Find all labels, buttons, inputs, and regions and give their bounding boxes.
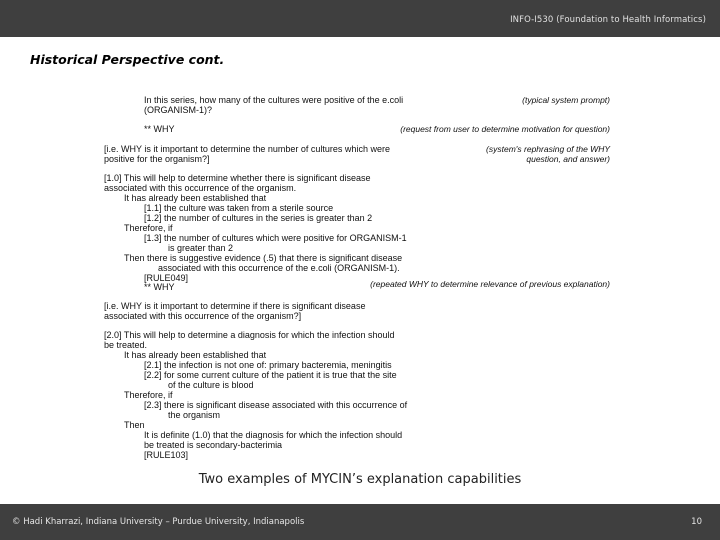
dialogue-line: be treated.	[104, 340, 148, 350]
dialogue-line: [i.e. WHY is it important to determine the number of cultures which were	[104, 144, 390, 154]
dialogue-line: (ORGANISM-1)?	[144, 105, 213, 115]
dialogue-line: associated with this occurrence of the organism.	[104, 183, 297, 193]
dialogue-line: the organism	[168, 410, 221, 420]
dialogue-line: of the culture is blood	[168, 380, 254, 390]
dialogue-line: [1.2] the number of cultures in the series is greater than 2	[144, 213, 373, 223]
dialogue-line: In this series, how many of the cultures were positive of the e.coli	[144, 95, 404, 105]
dialogue-line: [RULE049]	[144, 273, 189, 283]
dialogue-line: It has already been established that	[124, 350, 267, 360]
dialogue-line: [1.0] This will help to determine whether there is significant disease	[104, 173, 371, 183]
dialogue-line: [2.1] the infection is not one of: primary bacteremia, meningitis	[144, 360, 392, 370]
annotation: (repeated WHY to determine relevance of previous explanation)	[370, 279, 610, 289]
dialogue-line: [2.3] there is significant disease associated with this occurrence of	[144, 400, 408, 410]
dialogue-line: [2.2] for some current culture of the patient it is true that the site	[144, 370, 397, 380]
annotation: (system's rephrasing of the WHY	[486, 144, 610, 154]
mycin-dialogue-figure	[102, 92, 612, 460]
header-bar	[0, 0, 720, 37]
page-number: 10	[691, 517, 702, 527]
dialogue-line: [1.1] the culture was taken from a sterile source	[144, 203, 334, 213]
dialogue-line: be treated is secondary-bacterimia	[144, 440, 283, 450]
figure-caption: Two examples of MYCIN’s explanation capabilities	[198, 472, 522, 487]
dialogue-line: Therefore, if	[124, 390, 173, 400]
dialogue-line: associated with this occurrence of the e.coli (ORGANISM-1).	[158, 263, 400, 273]
dialogue-line: Therefore, if	[124, 223, 173, 233]
dialogue-line: [i.e. WHY is it important to determine if there is significant disease	[104, 301, 366, 311]
course-title: INFO-I530 (Foundation to Health Informatics)	[510, 15, 706, 25]
dialogue-line: [1.3] the number of cultures which were positive for ORGANISM-1	[144, 233, 407, 243]
dialogue-line: Then	[124, 420, 145, 430]
dialogue-line: [RULE103]	[144, 450, 189, 460]
footer-bar	[0, 504, 720, 540]
annotation: (request from user to determine motivation for question)	[400, 124, 610, 134]
annotation: question, and answer)	[526, 154, 610, 164]
dialogue-line: positive for the organism?]	[104, 154, 210, 164]
dialogue-line: [2.0] This will help to determine a diagnosis for which the infection should	[104, 330, 395, 340]
dialogue-line: ** WHY	[144, 124, 175, 134]
copyright-text: © Hadi Kharrazi, Indiana University – Purdue University, Indianapolis	[12, 517, 305, 527]
dialogue-line: ** WHY	[144, 282, 175, 292]
annotation: (typical system prompt)	[522, 95, 610, 105]
dialogue-line: It is definite (1.0) that the diagnosis for which the infection should	[144, 430, 403, 440]
dialogue-line: It has already been established that	[124, 193, 267, 203]
dialogue-line: associated with this occurrence of the organism?]	[104, 311, 302, 321]
dialogue-line: Then there is suggestive evidence (.5) that there is significant disease	[124, 253, 403, 263]
dialogue-line: is greater than 2	[168, 243, 234, 253]
slide-title: Historical Perspective cont.	[30, 52, 225, 67]
